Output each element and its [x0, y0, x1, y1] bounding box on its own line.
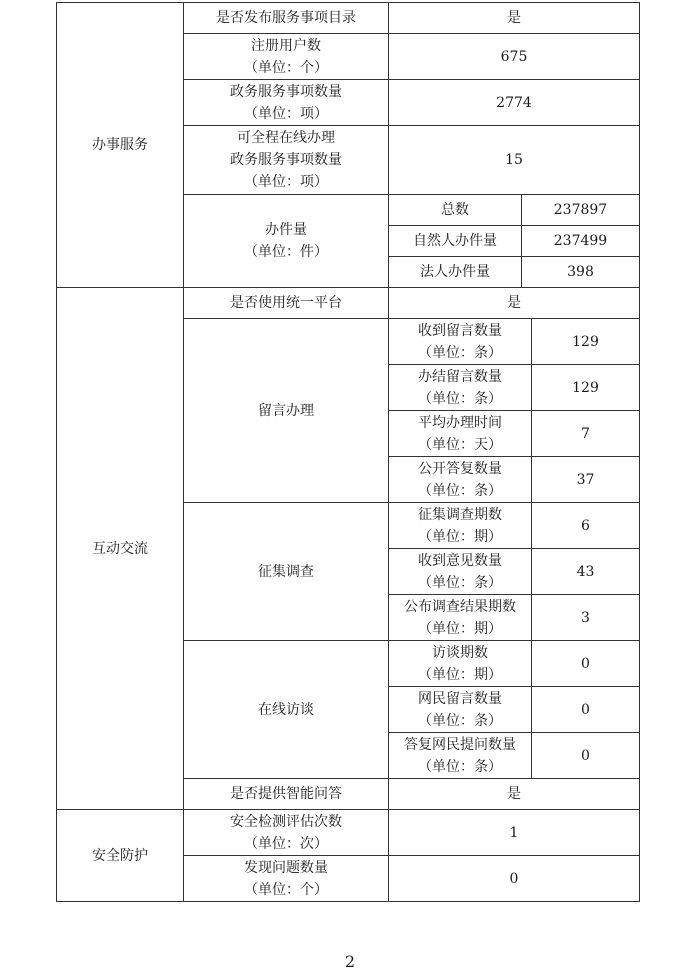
group-label-interview: 在线访谈: [184, 641, 389, 779]
sub-label: [389, 319, 532, 365]
row-label: [184, 80, 389, 126]
label-text: 办件量: [265, 222, 307, 238]
sub-label: [389, 411, 532, 457]
unit-text: （单位：项）: [244, 174, 328, 190]
table-row: [57, 288, 640, 319]
sub-label: [389, 503, 532, 549]
row-label: 是否提供智能问答: [184, 779, 389, 810]
label-text: 政务服务事项数量: [230, 83, 342, 100]
sub-label: [389, 457, 532, 503]
unit-text: （单位：件）: [244, 244, 328, 260]
unit-text: （单位：项）: [244, 105, 328, 122]
label-text: 平均办理时间: [418, 414, 502, 431]
section-label-interaction: 互动交流: [57, 288, 184, 810]
sub-label: [389, 549, 532, 595]
unit-text: （单位：条）: [418, 758, 502, 775]
row-label: 是否使用统一平台: [184, 288, 389, 319]
unit-text: （单位：条）: [418, 344, 502, 361]
page-number: 2: [344, 952, 356, 971]
label-text: 访谈期数: [432, 644, 488, 661]
table-row: [57, 810, 640, 856]
sub-value: 7: [532, 411, 640, 457]
unit-text: （单位：条）: [418, 482, 502, 499]
sub-value: 0: [532, 641, 640, 687]
unit-text: （单位：期）: [418, 528, 502, 545]
sub-value: 237499: [522, 226, 640, 257]
unit-text: （单位：天）: [418, 436, 502, 453]
unit-text: （单位：个）: [244, 59, 328, 76]
row-label: [184, 126, 389, 195]
label-text: 答复网民提问数量: [404, 736, 516, 753]
section-label-service: 办事服务: [57, 3, 184, 288]
sub-value: 0: [532, 733, 640, 779]
label-text: 收到留言数量: [418, 322, 502, 339]
row-value: 是: [389, 779, 640, 810]
unit-text: （单位：条）: [418, 712, 502, 729]
label-text: 办结留言数量: [418, 368, 502, 385]
label-text: 网民留言数量: [418, 690, 502, 707]
unit-text: （单位：期）: [418, 666, 502, 683]
statistics-table: [56, 2, 640, 902]
label-text: 可全程在线办理: [237, 130, 335, 146]
group-label-messages: 留言办理: [184, 319, 389, 503]
row-value: 是: [389, 3, 640, 34]
row-label: [184, 856, 389, 902]
row-value: 15: [389, 126, 640, 195]
sub-label: 总数: [389, 195, 522, 226]
row-label: 是否发布服务事项目录: [184, 3, 389, 34]
label-text: 征集调查期数: [418, 506, 502, 523]
sub-value: 37: [532, 457, 640, 503]
row-label: [184, 34, 389, 80]
label-text: 安全检测评估次数: [230, 813, 342, 830]
sub-label: [389, 365, 532, 411]
row-value: 0: [389, 856, 640, 902]
sub-value: 237897: [522, 195, 640, 226]
table-row: [57, 3, 640, 34]
sub-label: 自然人办件量: [389, 226, 522, 257]
sub-value: 43: [532, 549, 640, 595]
sub-label: [389, 641, 532, 687]
unit-text: （单位：条）: [418, 574, 502, 591]
unit-text: （单位：期）: [418, 620, 502, 637]
row-value: 是: [389, 288, 640, 319]
unit-text: （单位：次）: [244, 835, 328, 852]
unit-text: （单位：个）: [244, 881, 328, 898]
sub-value: 398: [522, 257, 640, 288]
group-label-survey: 征集调查: [184, 503, 389, 641]
sub-value: 129: [532, 365, 640, 411]
row-value: 1: [389, 810, 640, 856]
sub-label: 法人办件量: [389, 257, 522, 288]
sub-value: 129: [532, 319, 640, 365]
row-value: 2774: [389, 80, 640, 126]
row-label: [184, 195, 389, 288]
label-text: 公开答复数量: [418, 460, 502, 477]
sub-label: [389, 687, 532, 733]
label-text: 收到意见数量: [418, 552, 502, 569]
sub-value: 3: [532, 595, 640, 641]
unit-text: （单位：条）: [418, 390, 502, 407]
sub-label: [389, 595, 532, 641]
label-text: 发现问题数量: [244, 859, 328, 876]
label-text: 政务服务事项数量: [230, 152, 342, 168]
sub-value: 0: [532, 687, 640, 733]
row-value: 675: [389, 34, 640, 80]
sub-value: 6: [532, 503, 640, 549]
row-label: [184, 810, 389, 856]
section-label-security: 安全防护: [57, 810, 184, 902]
sub-label: [389, 733, 532, 779]
label-text: 注册用户数: [251, 37, 321, 54]
label-text: 公布调查结果期数: [404, 598, 516, 615]
